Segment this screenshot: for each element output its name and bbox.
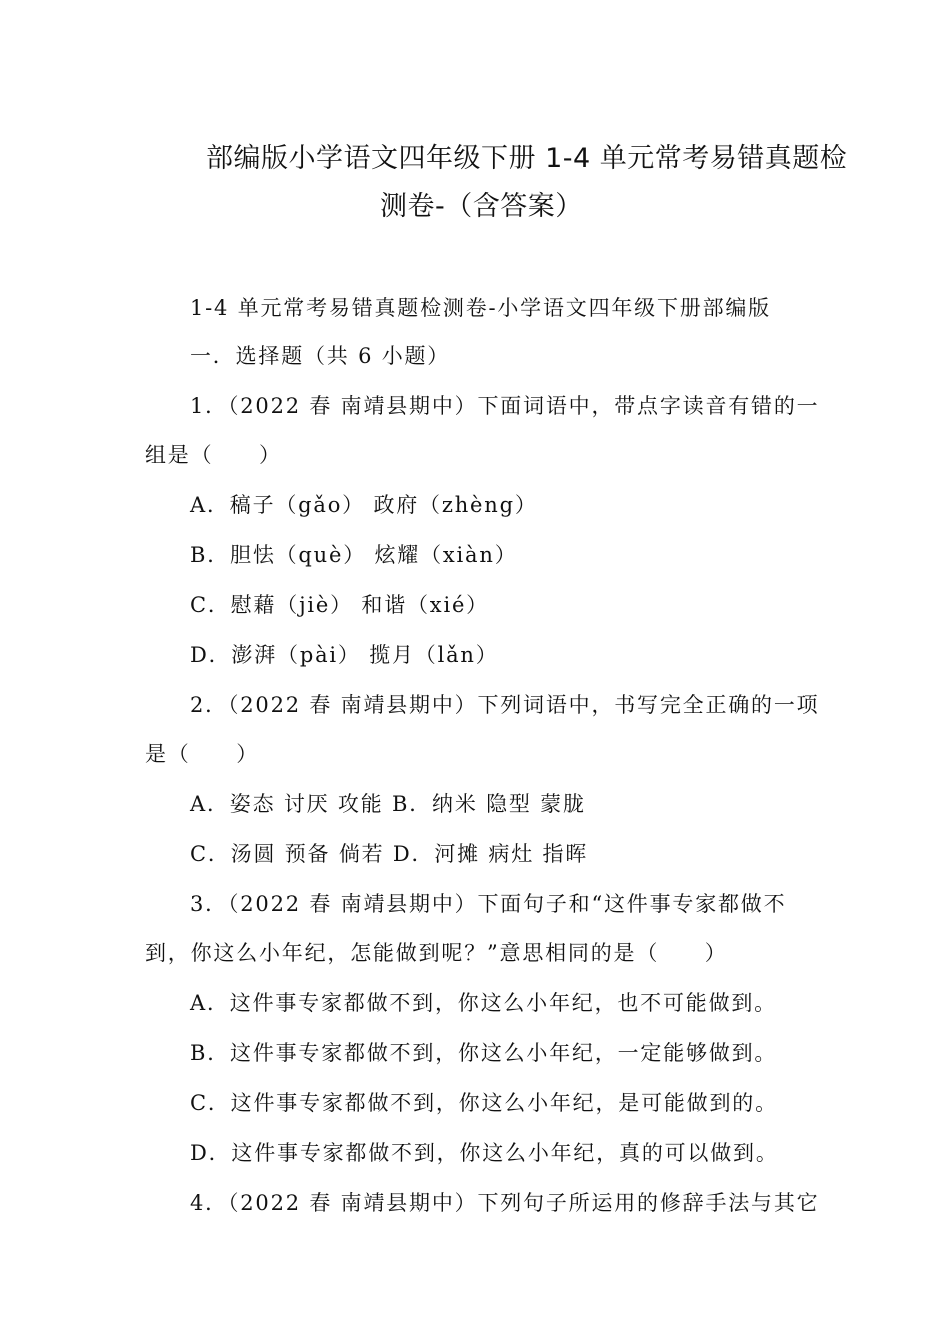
question-2-options-cd: C．汤圆 预备 倘若 D．河摊 病灶 指晖 — [190, 842, 589, 866]
question-1-option-b: B．胆怯（què） 炫耀（xiàn） — [190, 543, 518, 567]
question-1-option-a: A．稿子（gǎo） 政府（zhèng） — [190, 493, 538, 517]
document-title-line-2: 测卷-（含答案） — [380, 191, 583, 222]
question-1-option-c: C．慰藉（jiè） 和谐（xié） — [190, 593, 489, 617]
question-2-stem-line-2: 是（ ） — [145, 742, 259, 766]
question-3-option-a: A．这件事专家都做不到，你这么小年纪，也不可能做到。 — [190, 991, 777, 1015]
document-subtitle: 1-4 单元常考易错真题检测卷-小学语文四年级下册部编版 — [190, 296, 771, 320]
question-3-stem-line-2: 到，你这么小年纪，怎能做到呢？”意思相同的是（ ） — [145, 941, 728, 965]
question-2-stem-line-1: 2．（2022 春 南靖县期中）下列词语中，书写完全正确的一项 — [190, 693, 820, 717]
document-title-line-1: 部编版小学语文四年级下册 1-4 单元常考易错真题检 — [206, 143, 848, 174]
question-3-option-c: C．这件事专家都做不到，你这么小年纪，是可能做到的。 — [190, 1091, 778, 1115]
question-1-option-d: D．澎湃（pài） 揽月（lǎn） — [190, 643, 499, 667]
question-2-options-ab: A．姿态 讨厌 攻能 B．纳米 隐型 蒙胧 — [190, 792, 586, 816]
question-1-stem-line-1: 1．（2022 春 南靖县期中）下面词语中，带点字读音有错的一 — [190, 394, 820, 418]
section-heading: 一．选择题（共 6 小题） — [190, 344, 451, 368]
question-4-stem-line-1: 4．（2022 春 南靖县期中）下列句子所运用的修辞手法与其它 — [190, 1191, 820, 1215]
question-3-option-d: D．这件事专家都做不到，你这么小年纪，真的可以做到。 — [190, 1141, 779, 1165]
question-3-option-b: B．这件事专家都做不到，你这么小年纪，一定能够做到。 — [190, 1041, 778, 1065]
question-3-stem-line-1: 3．（2022 春 南靖县期中）下面句子和“这件事专家都做不 — [190, 892, 787, 916]
question-1-stem-line-2: 组是（ ） — [145, 443, 282, 467]
